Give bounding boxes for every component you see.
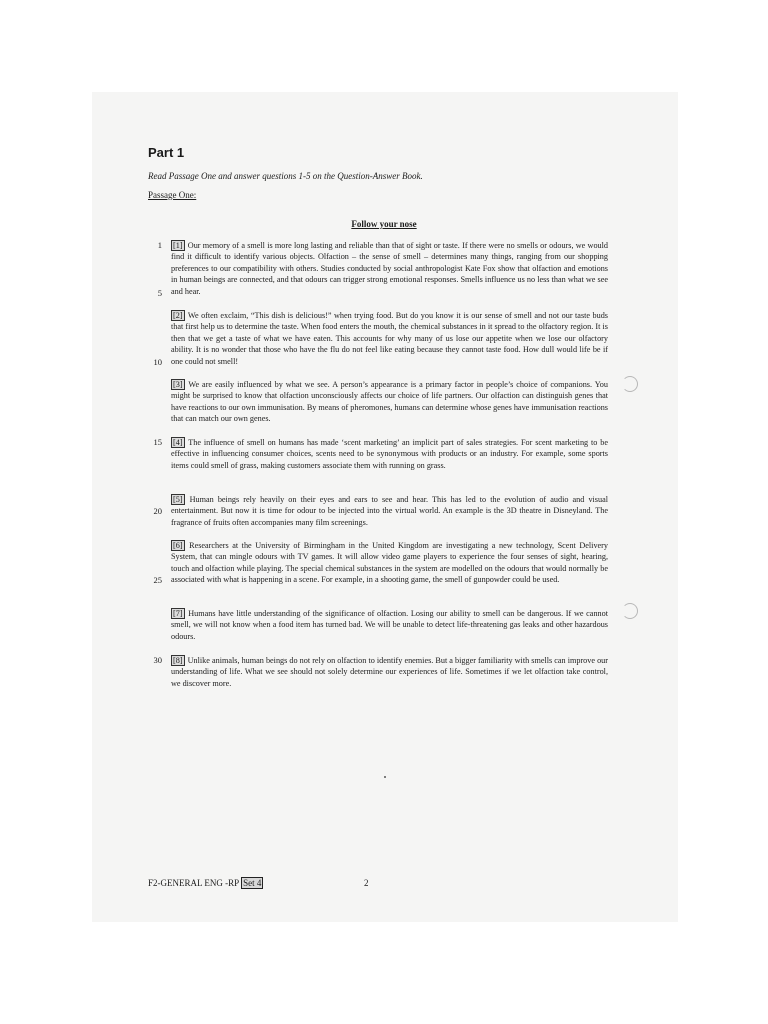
- line-number: 30: [153, 655, 162, 665]
- paragraph-text: Humans have little understanding of the significance of olfaction. Losing our ability to smell can be dangerous. If we cannot smell, we will not know when a food item has turned bad. We will be unable to detect life-threatening gas leaks and other hazardous odours.: [171, 609, 608, 641]
- speck: [384, 776, 386, 778]
- line-number: 15: [153, 437, 162, 447]
- part-title: Part 1: [148, 145, 185, 160]
- paragraph-8: [171, 655, 608, 689]
- passage-label: Passage One:: [148, 190, 197, 200]
- article-title: Follow your nose: [351, 219, 417, 229]
- paragraph-text: Our memory of a smell is more long lasting and reliable than that of sight or taste. If there were no smells or odours, we would find it difficult to identify various objects. Olfaction – the sense of smell – determines many things, ranging from our shopping preferences to our compatibility with others. Studies conducted by social anthropologist Kate Fox show that olfaction and emotions in human beings are connected, and that odours can trigger strong emotional responses. Smells influence us no less than what we see and hear.: [171, 241, 609, 296]
- paragraph-text: Unlike animals, human beings do not rely on olfaction to identify enemies. But a bigger familiarity with smells can improve our understanding of life. What we see should not solely determine our experiences of life. Sometimes if we let olfaction take control, we discover more.: [171, 656, 608, 688]
- page-number: 2: [364, 878, 369, 888]
- paragraph-text: Researchers at the University of Birmingham in the United Kingdom are investigating a new technology, Scent Delivery System, that can mingle odours with TV games. It will allow video game players to experience the four senses of sight, hearing, touch and olfaction while playing. The special chemical substances in the system are modelled on the odours that would normally be associated with what is happening in a scene. For example, in a shooting game, the smell of gunpowder could be used.: [171, 541, 609, 585]
- paragraph-number: [5]: [173, 495, 183, 504]
- paragraph-number: [2]: [173, 311, 183, 320]
- line-number: 25: [153, 575, 162, 585]
- instruction-text: Read Passage One and answer questions 1-5 on the Question-Answer Book.: [148, 171, 423, 181]
- binder-hole-icon: [622, 603, 638, 619]
- paragraph-number: [3]: [173, 380, 183, 389]
- paragraph-text: We are easily influenced by what we see. A person’s appearance is a primary factor in people’s choice of companions. You might be surprised to know that olfaction unconsciously affects our choice of life partners. Our olfaction can distinguish genes that have reactions to our own immunisation. By means of pheromones, humans can determine whose genes have immunisation reactions that can match our own genes.: [171, 380, 608, 424]
- paragraph-number: [4]: [173, 438, 183, 447]
- paragraph-text: The influence of smell on humans has made ‘scent marketing’ an implicit part of sales strategies. For scent marketing to be effective in influencing consumer choices, scents need to be synonymous with products or an industry. For example, some sports items could smell of grass, making customers associate them with running on grass.: [171, 438, 608, 470]
- paragraph-6: [171, 540, 608, 586]
- paragraph-text: We often exclaim, “This dish is delicious!” when trying food. But do you know it is our sense of smell and not our taste buds that first help us to determine the taste. When food enters the mouth, the chemical substances in it spread to the olfactory region. It is then that we get a taste of what we have eaten. This accounts for why many of us lose our appetite when we lose our olfactory ability. It is no wonder that those who have the flu do not feel like eating because they cannot taste food. How dull would life be if one could not smell!: [171, 311, 608, 366]
- paragraph-1: [171, 240, 608, 297]
- paragraph-number: [6]: [173, 541, 183, 550]
- paragraph-4: [171, 437, 608, 471]
- line-number: 20: [153, 506, 162, 516]
- footer-code: [148, 878, 263, 888]
- line-number: 1: [157, 240, 162, 250]
- line-number: 10: [153, 357, 162, 367]
- paragraph-3: [171, 379, 608, 425]
- paragraph-number: [7]: [173, 609, 183, 618]
- line-number: 5: [157, 288, 162, 298]
- paragraph-number: [8]: [173, 656, 183, 665]
- paper-code: F2-GENERAL ENG -RP: [148, 878, 239, 888]
- set-badge: Set 4: [243, 878, 262, 888]
- paragraph-number: [1]: [173, 241, 183, 250]
- binder-hole-icon: [622, 376, 638, 392]
- paragraph-5: [171, 494, 608, 528]
- paragraph-2: [171, 310, 608, 367]
- paragraph-7: [171, 608, 608, 642]
- paragraph-text: Human beings rely heavily on their eyes and ears to see and hear. This has led to the evolution of audio and visual entertainment. But now it is time for odour to be injected into the virtual world. An example is the 3D theatre in Disneyland. The fragrance of fruits often accompanies many film screenings.: [171, 495, 609, 527]
